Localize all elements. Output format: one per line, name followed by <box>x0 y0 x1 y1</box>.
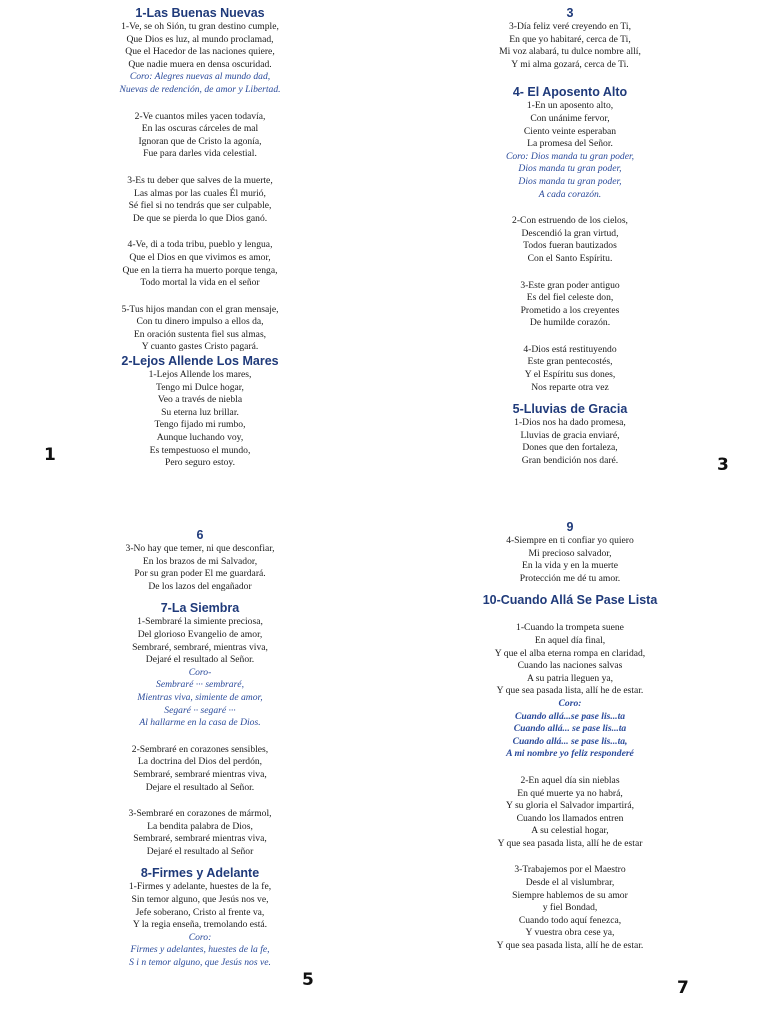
verse-line: Y la regia enseña, tremolando está. <box>132 919 268 931</box>
verse-line: 1-En un aposento alto, <box>526 100 614 112</box>
chorus-line: Al hallarme en la casa de Dios. <box>139 717 261 729</box>
verse-line: Que el Hacedor de las naciones quiere, <box>125 46 275 58</box>
verse-line: De humilde corazón. <box>529 317 611 329</box>
verse-line: Y mi alma gozará, cerca de Ti. <box>511 58 629 70</box>
verse-line: Y que sea pasada lista, allí he de estar <box>497 837 643 849</box>
verse-line: Que nadie muera en densa oscuridad. <box>128 58 272 70</box>
chorus-line: Sembraré ··· sembraré, <box>156 679 244 691</box>
chorus-line: Cuando allá... se pase lis...ta <box>513 723 627 735</box>
verse-line: 4-Siempre en ti confiar yo quiero <box>506 535 634 546</box>
verse-line: 5-Tus hijos mandan con el gran mensaje, <box>121 303 279 315</box>
verse-line: Ciento veinte esperaban <box>523 125 617 137</box>
verse-line: Sin temor alguno, que Jesús nos ve, <box>131 894 269 906</box>
verse-line: Sembraré, sembraré mientras viva, <box>133 768 267 780</box>
chorus <box>455 151 685 201</box>
hymn-title: 5-Lluvias de Gracia <box>512 402 628 417</box>
hymn-number: 3 <box>566 6 574 20</box>
chorus <box>455 698 685 761</box>
verse-line: Cuando los llamados entren <box>516 812 624 824</box>
verse-line: 1-Firmes y adelante, huestes de la fe, <box>128 881 272 893</box>
verse <box>90 304 310 354</box>
chorus-line: Dios manda tu gran poder, <box>518 175 622 187</box>
chorus-line: Coro: <box>558 697 582 709</box>
chorus <box>90 71 310 96</box>
verse-line: Jefe soberano, Cristo al frente va, <box>135 906 265 918</box>
verse-line: Nos reparte otra vez <box>531 381 609 393</box>
verse-line: Que el Dios en que vivimos es amor, <box>129 251 271 263</box>
verse-line: Es tempestuoso el mundo, <box>149 444 251 456</box>
page-5 <box>90 528 310 970</box>
verse-line: Todo mortal la vida en el señor <box>140 277 260 289</box>
verse-line: En los brazos de mi Salvador, <box>142 555 258 567</box>
verse-line: Dones que den fortaleza, <box>522 442 618 454</box>
verse <box>455 100 685 150</box>
verse <box>90 881 310 931</box>
verse-line: Protección me dé tu amor. <box>519 572 621 584</box>
chorus-line: Coro- <box>188 666 212 678</box>
hymn-number: 9 <box>566 520 574 534</box>
chorus-line: Nuevas de redención, de amor y Libertad. <box>119 83 281 95</box>
verse <box>90 111 310 161</box>
verse <box>455 864 685 952</box>
verse-line: 3-Es tu deber que salves de la muerte, <box>127 174 273 186</box>
verse <box>455 622 685 698</box>
verse-line: Con el Santo Espíritu. <box>527 252 613 264</box>
verse <box>90 543 310 593</box>
page-number: 1 <box>44 445 56 465</box>
chorus <box>90 667 310 730</box>
verse <box>455 280 685 330</box>
verse <box>455 215 685 265</box>
hymn-number: 6 <box>196 528 204 542</box>
verse-line: 2-En aquel día sin nieblas <box>520 774 620 786</box>
chorus-line: Mientras viva, simiente de amor, <box>137 691 263 703</box>
hymn-title: 8-Firmes y Adelante <box>140 866 260 881</box>
verse-line: Prometido a los creyentes <box>520 304 620 316</box>
verse-line: Por su gran poder El me guardará. <box>134 568 266 580</box>
verse-line: Pero seguro estoy. <box>165 457 235 469</box>
chorus-line: Segaré ·· segaré ··· <box>164 704 236 716</box>
verse-line: Lluvias de gracia enviaré, <box>520 429 620 441</box>
verse-line: Todos fueran bautizados <box>523 240 617 252</box>
verse-line: Y que el alba eterna rompa en claridad, <box>494 647 646 659</box>
verse-line: Dejaré el resultado al Señor. <box>145 654 255 666</box>
verse-line: De que se pierda lo que Dios ganó. <box>132 212 268 224</box>
verse <box>455 535 685 585</box>
chorus-line: S i n temor alguno, que Jesús nos ve. <box>129 957 271 969</box>
hymn-title: 10-Cuando Allá Se Pase Lista <box>482 593 658 608</box>
verse-line: Desde el al vislumbrar, <box>525 877 615 889</box>
verse-line: Y su gloria el Salvador impartirá, <box>505 800 635 812</box>
verse-line: En qué muerte ya no habrá, <box>517 787 623 799</box>
verse-line: La promesa del Señor. <box>527 138 613 150</box>
verse-line: Gran bendición nos daré. <box>521 455 619 467</box>
verse-line: Con unánime fervor, <box>530 112 610 124</box>
verse <box>455 417 685 467</box>
verse-line: Fue para darles vida celestial. <box>143 148 257 160</box>
hymn-title: 7-La Siembra <box>160 601 240 616</box>
page-1 <box>90 6 310 470</box>
verse-line: Tengo mi Dulce hogar, <box>156 381 244 393</box>
chorus-line: Coro: <box>188 931 212 943</box>
verse-line: En que yo habitaré, cerca de Ti, <box>509 33 631 45</box>
verse <box>90 369 310 470</box>
verse-line: La doctrina del Dios del perdón, <box>137 756 263 768</box>
verse-line: Su eterna luz brillar. <box>161 406 239 418</box>
verse-line: 1-Dios nos ha dado promesa, <box>514 417 626 429</box>
verse-line: En la vida y en la muerte <box>522 560 618 572</box>
verse-line: Tengo fijado mi rumbo, <box>154 419 246 431</box>
chorus-line: Firmes y adelantes, huestes de la fe, <box>130 944 270 956</box>
verse-line: 3-Sembraré en corazones de mármol, <box>128 808 272 820</box>
verse-line: Mi voz alabará, tu dulce nombre allí, <box>499 46 641 58</box>
verse-line: Es del fiel celeste don, <box>526 292 614 304</box>
verse-line: Y que sea pasada lista, allí he de estar. <box>496 940 644 952</box>
verse-line: Sembraré, sembraré mientras viva, <box>133 833 267 845</box>
verse-line: De los lazos del engañador <box>148 580 252 592</box>
verse-line: 3-Día feliz veré creyendo en Ti, <box>508 21 631 32</box>
verse-line: Sembraré, sembraré, mientras viva, <box>132 641 268 653</box>
verse-line: Mi precioso salvador, <box>528 547 612 559</box>
hymn-title: 1-Las Buenas Nuevas <box>135 6 265 20</box>
verse <box>455 775 685 851</box>
verse-line: 1-Sembraré la simiente preciosa, <box>137 616 263 628</box>
verse-line: Y que sea pasada lista, allí he de estar. <box>496 685 644 697</box>
hymn-title: 2-Lejos Allende Los Mares <box>121 354 279 369</box>
page-3 <box>455 6 685 468</box>
verse-line: Sé fiel si no tendrás que ser culpable, <box>128 200 272 212</box>
chorus-line: Cuando allá... se pase lis...ta, <box>512 735 628 747</box>
verse-line: Aunque luchando voy, <box>156 432 244 444</box>
verse-line: Las almas por las cuales Él murió, <box>134 187 266 199</box>
verse <box>455 21 685 71</box>
chorus-line: A cada corazón. <box>538 188 602 200</box>
verse <box>90 175 310 225</box>
verse-line: Este gran pentecostés, <box>527 356 613 368</box>
verse-line: En aquel día final, <box>534 634 606 646</box>
verse-line: 2-Sembraré en corazones sensibles, <box>131 743 269 755</box>
verse-line: 4-Dios está restituyendo <box>523 343 617 355</box>
verse-line: A su patria lleguen ya, <box>526 672 614 684</box>
verse-line: Cuando las naciones salvas <box>517 660 623 672</box>
verse <box>90 21 310 71</box>
verse <box>455 344 685 394</box>
page-number: 5 <box>302 970 314 990</box>
verse-line: A su celestial hogar, <box>531 825 609 837</box>
chorus-line: Coro: Alegres nuevas al mundo dad, <box>129 71 271 83</box>
verse-line: y fiel Bondad, <box>542 902 598 914</box>
chorus-line: Cuando allá...se pase lis...ta <box>514 710 626 722</box>
chorus-line: Dios manda tu gran poder, <box>518 163 622 175</box>
verse <box>90 808 310 858</box>
verse-line: 1-Lejos Allende los mares, <box>148 369 252 381</box>
verse-line: Siempre hablemos de su amor <box>512 889 628 901</box>
verse-line: Y vuestra obra cese ya, <box>525 927 615 939</box>
verse-line: Dejaré el resultado al Señor <box>146 845 254 857</box>
verse-line: 2-Ve cuantos miles yacen todavía, <box>134 110 266 122</box>
verse-line: Y el Espíritu sus dones, <box>524 369 616 381</box>
verse-line: Del glorioso Evangelio de amor, <box>137 628 263 640</box>
verse-line: En las oscuras cárceles de mal <box>141 123 259 135</box>
verse-line: Y cuanto gastes Cristo pagará. <box>141 341 259 353</box>
verse-line: Descendió la gran virtud, <box>521 227 619 239</box>
page-number: 7 <box>677 978 689 998</box>
chorus <box>90 932 310 970</box>
verse <box>90 239 310 289</box>
verse-line: Veo a través de niebla <box>157 394 243 406</box>
page-7 <box>455 520 685 953</box>
verse-line: 2-Con estruendo de los cielos, <box>512 215 628 227</box>
chorus-line: A mi nombre yo feliz responderé <box>506 748 634 760</box>
verse-line: Dejare el resultado al Señor. <box>145 781 255 793</box>
verse-line: En oración sustenta fiel sus almas, <box>133 328 267 340</box>
verse-line: 3-Trabajemos por el Maestro <box>514 864 626 876</box>
verse <box>90 744 310 794</box>
verse-line: Con tu dinero impulso a ellos da, <box>136 316 264 328</box>
verse-line: Que Dios es luz, al mundo proclamad, <box>126 33 274 45</box>
verse <box>90 616 310 666</box>
verse-line: 1-Ve, se oh Sión, tu gran destino cumple, <box>121 21 279 32</box>
verse-line: 3-Este gran poder antiguo <box>520 279 620 291</box>
verse-line: Cuando todo aquí fenezca, <box>518 914 622 926</box>
chorus-line: Coro: Dios manda tu gran poder, <box>505 150 635 162</box>
verse-line: 1-Cuando la trompeta suene <box>516 622 624 634</box>
page-number: 3 <box>717 455 729 475</box>
verse-line: Que en la tierra ha muerto porque tenga, <box>122 264 278 276</box>
verse-line: 4-Ve, di a toda tribu, pueblo y lengua, <box>127 239 273 251</box>
verse-line: La bendita palabra de Dios, <box>147 820 253 832</box>
verse-line: Ignoran que de Cristo la agonía, <box>138 135 262 147</box>
verse-line: 3-No hay que temer, ni que desconfiar, <box>125 543 275 554</box>
hymn-title: 4- El Aposento Alto <box>512 85 628 100</box>
